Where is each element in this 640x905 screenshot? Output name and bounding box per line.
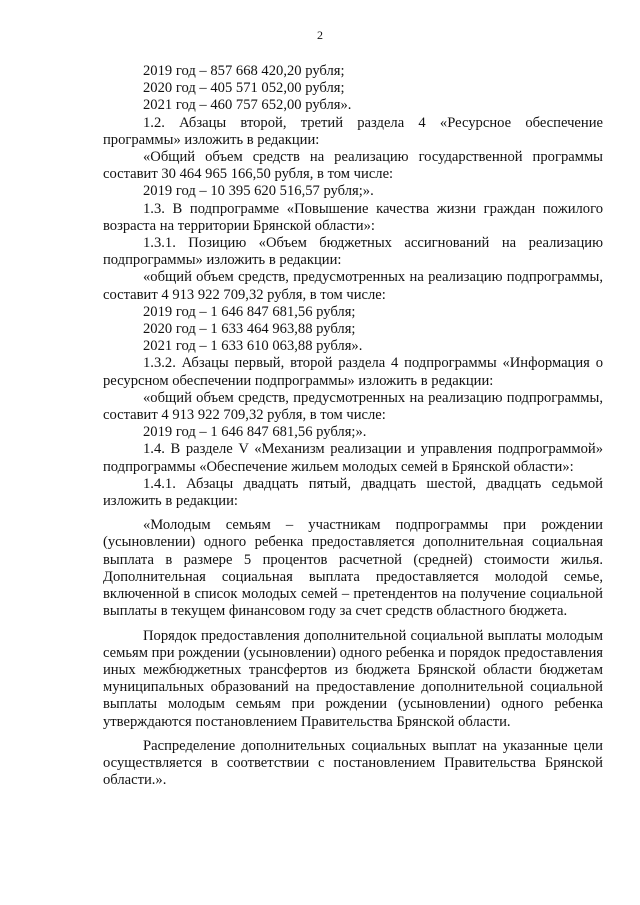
page-number: 2 [317,28,323,42]
paragraph-item-1-4-1: 1.4.1. Абзацы двадцать пятый, двадцать шестой, двадцать седьмой изложить в редакции: [103,475,603,510]
paragraph-young-families: «Молодым семьям – участникам подпрограммы при рождении (усыновлении) одного ребенка предоставляется дополнительная социальная выплата в размере 5 процентов расчетной (средней) стоимости жилья. Дополнительная социальная выплата предоставляется молодой семье, включенной в список молодых семей – претендентов на получение социальной выплаты в текущем финансовом году за счет средств областного бюджета. [103,517,603,620]
paragraph-procedure: Порядок предоставления дополнительной социальной выплаты молодым семьям при рождении (усыновлении) одного ребенка и порядок предоставления иных межбюджетных трансфертов из бюджета Брянской области бюджетам муниципальных образований на предоставление дополнительной социальной выплаты молодым семьям при рождении (усыновлении) одного ребенка утверждаются постановлением Правительства Брянской области. [103,627,603,730]
paragraph-sub-2021: 2021 год – 1 633 610 063,88 рубля». [143,338,363,355]
paragraph-total-2019: 2019 год – 10 395 620 516,57 рубля;». [143,183,374,200]
paragraph-year-2021: 2021 год – 460 757 652,00 рубля». [143,97,352,114]
paragraph-year-2019: 2019 год – 857 668 420,20 рубля; [143,63,345,79]
paragraph-item-1-3-2: 1.3.2. Абзацы первый, второй раздела 4 подпрограммы «Информация о ресурсном обеспечении подпрограммы» изложить в редакции: [103,355,603,389]
paragraph-distribution: Распределение дополнительных социальных выплат на указанные цели осуществляется в соответствии с постановлением Правительства Брянской области.». [103,737,603,789]
paragraph-sub-2019-2: 2019 год – 1 646 847 681,56 рубля;». [143,424,367,441]
paragraph-sub-2020: 2020 год – 1 633 464 963,88 рубля; [143,321,356,338]
document-body [103,63,603,789]
paragraph-subprogram-funding: «общий объем средств, предусмотренных на реализацию подпрограммы, составит 4 913 922 709,32 рубля, в том числе: [103,269,603,303]
paragraph-subprogram-funding-2: «общий объем средств, предусмотренных на реализацию подпрограммы, составит 4 913 922 709,32 рубля, в том числе: [103,389,603,424]
paragraph-item-1-3: 1.3. В подпрограмме «Повышение качества жизни граждан пожилого возраста на территории Брянской области»: [103,200,603,234]
paragraph-sub-2019: 2019 год – 1 646 847 681,56 рубля; [143,303,356,320]
paragraph-item-1-2: 1.2. Абзацы второй, третий раздела 4 «Ресурсное обеспечение программы» изложить в редакции: [103,114,603,148]
paragraph-item-1-3-1: 1.3.1. Позицию «Объем бюджетных ассигнований на реализацию подпрограммы» изложить в редакции: [103,235,603,269]
paragraph-item-1-4: 1.4. В разделе V «Механизм реализации и управления подпрограммой» подпрограммы «Обеспечение жильем молодых семей в Брянской области»: [103,441,603,475]
paragraph-year-2020: 2020 год – 405 571 052,00 рубля; [143,80,345,97]
paragraph-total-funding: «Общий объем средств на реализацию государственной программы составит 30 464 965 166,50 рубля, в том числе: [103,149,603,183]
